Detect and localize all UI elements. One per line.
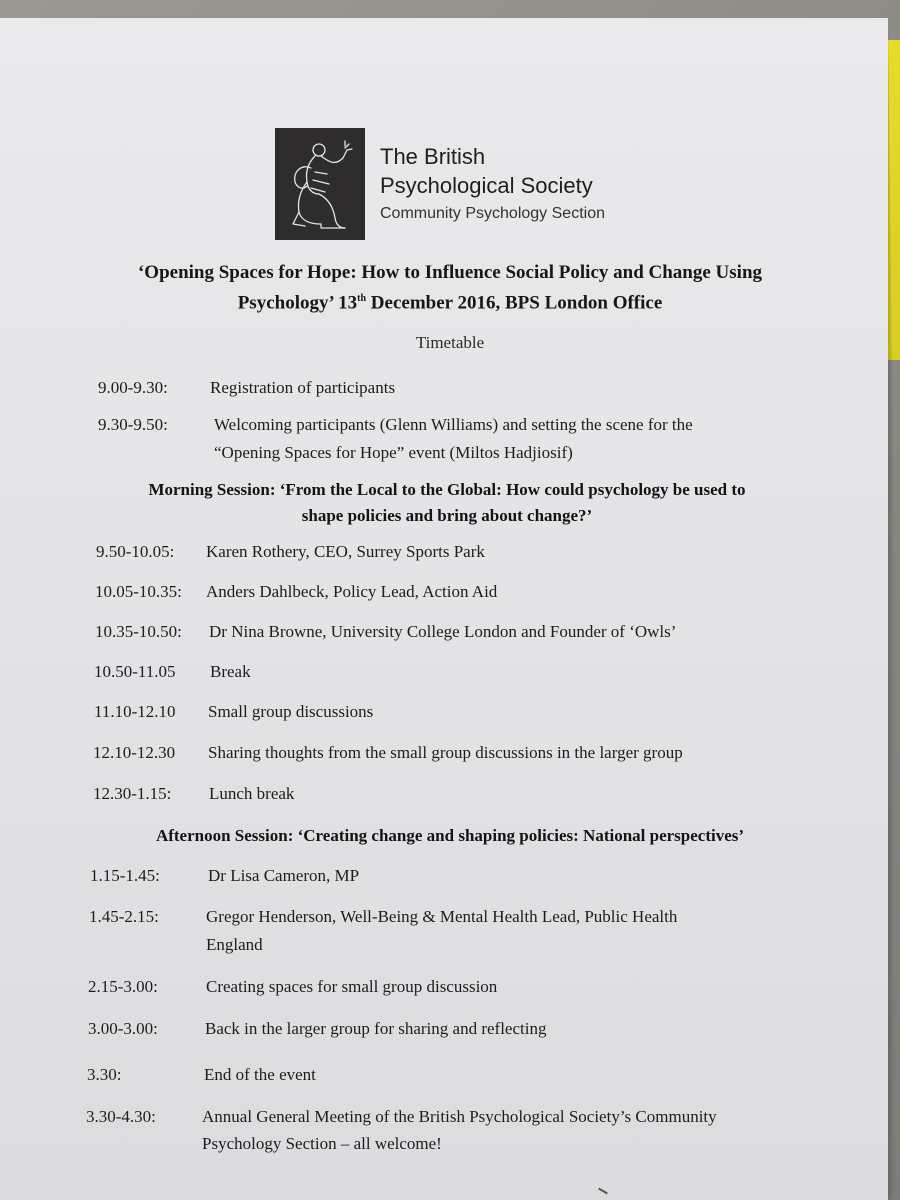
- entry-time: 3.30-4.30:: [86, 1107, 156, 1126]
- event-title-line2: [100, 286, 800, 316]
- entry-row: [93, 741, 683, 765]
- entry-desc: Registration of participants: [210, 378, 396, 397]
- entry-desc: Dr Lisa Cameron, MP: [208, 866, 360, 885]
- entry-desc: Dr Nina Browne, University College London and Founder of ‘Owls’: [209, 622, 677, 641]
- entry-time: 10.05-10.35:: [95, 582, 182, 601]
- entry-time: 12.30-1.15:: [93, 784, 172, 803]
- entry-row: [89, 905, 678, 954]
- org-name-line2: Psychological Society: [380, 173, 593, 198]
- event-title-line2-b: December 2016, BPS London Office: [366, 292, 663, 314]
- entry-time: 10.35-10.50:: [95, 622, 182, 641]
- entry-time: 3.00-3.00:: [88, 1019, 158, 1038]
- org-section: Community Psychology Section: [380, 205, 605, 222]
- event-title-sup: th: [357, 293, 367, 304]
- entry-time: 10.50-11.05: [94, 662, 176, 681]
- entry-time: 11.10-12.10: [94, 702, 176, 721]
- entry-time: 1.15-1.45:: [90, 866, 160, 885]
- entry-row: [98, 413, 693, 462]
- entry-time: 9.00-9.30:: [98, 378, 168, 397]
- morning-session-heading: [92, 477, 802, 529]
- entry-desc: Back in the larger group for sharing and reflecting: [205, 1019, 547, 1038]
- entry-time: 9.30-9.50:: [98, 415, 168, 434]
- entry-desc: Break: [210, 662, 251, 681]
- entry-desc-line2: “Opening Spaces for Hope” event (Miltos Hadjiosif): [214, 443, 573, 462]
- entry-desc: Annual General Meeting of the British Psychological Society’s Community: [202, 1107, 717, 1126]
- entry-desc: Welcoming participants (Glenn Williams) and setting the scene for the: [214, 415, 693, 434]
- entry-row: [94, 700, 374, 724]
- entry-time: 2.15-3.00:: [88, 977, 158, 996]
- entry-desc: Lunch break: [209, 784, 295, 803]
- entry-row: [93, 782, 295, 806]
- bps-logo: [275, 128, 365, 240]
- org-name-line1: The British: [380, 144, 486, 169]
- kneeling-figure-icon: [275, 128, 365, 240]
- entry-desc: Sharing thoughts from the small group discussions in the larger group: [208, 743, 683, 762]
- entry-desc: Anders Dahlbeck, Policy Lead, Action Aid: [206, 582, 498, 601]
- entry-time: 1.45-2.15:: [89, 907, 159, 926]
- entry-desc: Gregor Henderson, Well-Being & Mental Health Lead, Public Health: [206, 907, 678, 926]
- entry-desc: End of the event: [204, 1065, 316, 1084]
- morning-session-line1: Morning Session: ‘From the Local to the Global: How could psychology be used to: [148, 480, 746, 499]
- entry-desc-line2: Psychology Section – all welcome!: [202, 1134, 442, 1153]
- event-title-line2-a: Psychology’ 13: [237, 292, 358, 314]
- event-title-line1: ‘Opening Spaces for Hope: How to Influence Social Policy and Change Using: [137, 262, 763, 283]
- entry-desc: Creating spaces for small group discussion: [206, 977, 498, 996]
- entry-time: 9.50-10.05:: [96, 542, 175, 561]
- entry-row: [96, 540, 485, 564]
- morning-session-line2: shape policies and bring about change?’: [301, 506, 593, 525]
- timetable-label: Timetable: [415, 333, 485, 352]
- entry-row: [95, 580, 498, 604]
- entry-row: [98, 376, 396, 400]
- entry-row: [87, 1063, 316, 1087]
- org-header: [380, 142, 605, 228]
- entry-row: [88, 975, 498, 999]
- entry-row: [95, 620, 677, 644]
- entry-row: [88, 1017, 547, 1041]
- entry-desc: Karen Rothery, CEO, Surrey Sports Park: [206, 542, 485, 561]
- entry-row: [94, 660, 251, 684]
- entry-time: 12.10-12.30: [93, 743, 176, 762]
- entry-desc-line2: England: [206, 935, 263, 954]
- event-title: [100, 260, 800, 316]
- entry-desc: Small group discussions: [208, 702, 374, 721]
- afternoon-session-heading: Afternoon Session: ‘Creating change and shaping policies: National perspectives’: [155, 826, 745, 845]
- entry-row: [90, 864, 360, 888]
- entry-row: [86, 1105, 717, 1153]
- entry-time: 3.30:: [87, 1065, 122, 1084]
